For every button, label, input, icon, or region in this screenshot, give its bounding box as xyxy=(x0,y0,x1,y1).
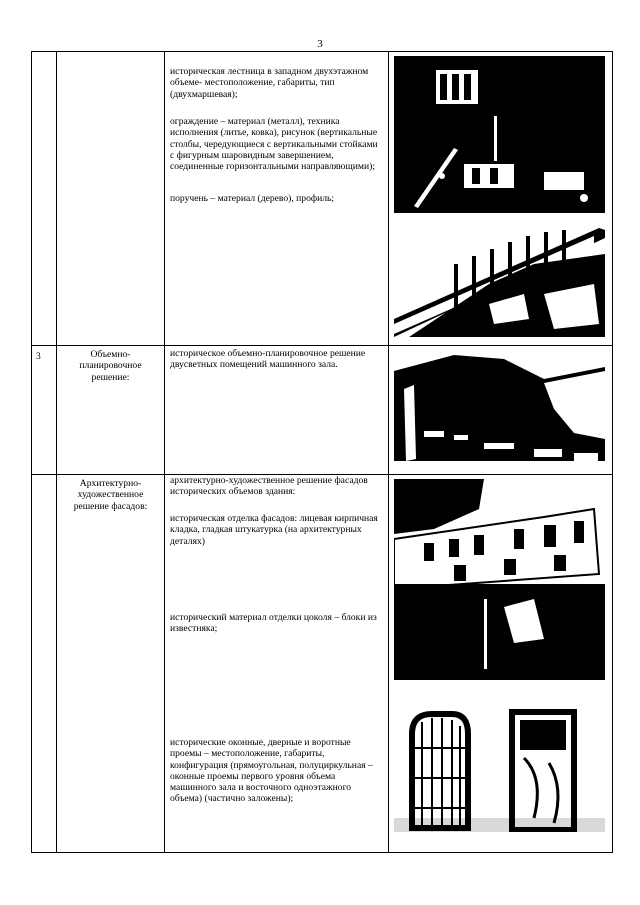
table-row xyxy=(32,475,613,853)
row-number xyxy=(32,52,56,57)
table-row xyxy=(32,52,613,346)
element-name-cell xyxy=(57,346,165,475)
photo-cell xyxy=(389,475,613,853)
description-paragraph: историческое объемно-планировочное решение двусветных помещений машинного зала. xyxy=(170,348,366,371)
staircase-photo xyxy=(394,56,605,213)
description-cell xyxy=(165,475,389,853)
description-paragraph: архитектурно-художественное решение фасадов исторических объемов здания: xyxy=(170,475,368,498)
row-number-cell xyxy=(32,52,57,346)
element-name: Архитектурно-художественное решение фасадов: xyxy=(73,478,148,512)
row-number-cell xyxy=(32,475,57,853)
page-number: 3 xyxy=(317,38,323,50)
description-paragraph: ограждение – материал (металл), техника исполнения (литье, ковка), рисунок (вертикальные столбы, чередующиеся с вертикальными стойками с фигурным шаровидным завершением, соединенные горизонтальными направляющими); xyxy=(170,116,378,173)
photo-cell xyxy=(389,346,613,475)
facade-photo xyxy=(394,479,605,688)
description-cell xyxy=(165,52,389,346)
element-name-cell xyxy=(57,475,165,853)
row-number: 3 xyxy=(36,351,41,362)
machine-hall-photo xyxy=(394,349,605,471)
row-number xyxy=(32,475,56,480)
element-name: Объемно-планировочное решение: xyxy=(79,349,142,383)
railing-photo xyxy=(394,224,605,337)
register-table xyxy=(31,51,613,853)
description-paragraph: историческая отделка фасадов: лицевая кирпичная кладка, гладкая штукатурка (на архитектурных деталях) xyxy=(170,513,378,547)
description-paragraph: поручень – материал (дерево), профиль; xyxy=(170,193,335,204)
element-name-cell xyxy=(57,52,165,346)
description-cell xyxy=(165,346,389,475)
element-name xyxy=(57,52,164,55)
row-number-cell xyxy=(32,346,57,475)
description-paragraph: историческая лестница в западном двухэтажном объеме- местоположение, габариты, тип (двухмаршевая); xyxy=(170,66,369,100)
description-paragraph: исторический материал отделки цоколя – блоки из известняка; xyxy=(170,612,377,635)
table-row xyxy=(32,346,613,475)
description-paragraph: исторические оконные, дверные и воротные проемы – местоположение, габариты, конфигурация (прямоугольная, полуциркульная – оконные проемы первого уровня объема машинного зала и восточного одноэтажного объема) (частично заложены); xyxy=(170,737,373,805)
photo-cell xyxy=(389,52,613,346)
windows-photo xyxy=(394,708,605,832)
